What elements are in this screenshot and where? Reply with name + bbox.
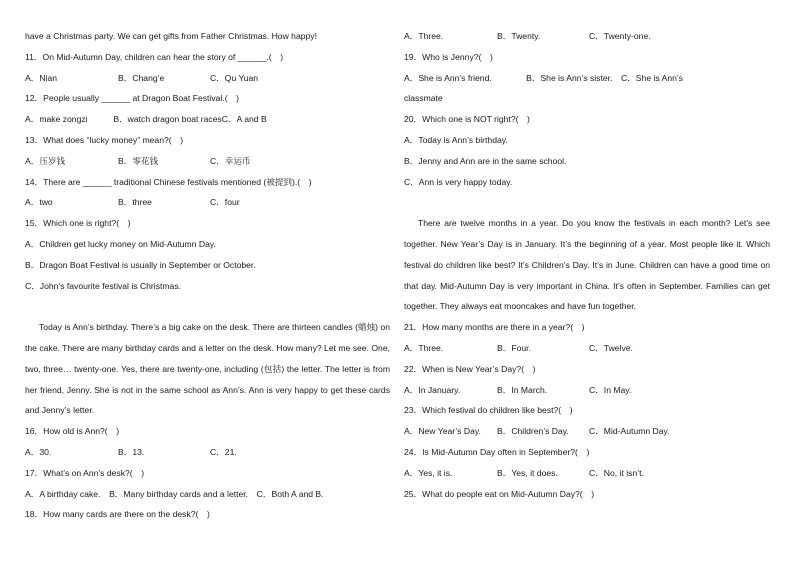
question-12: 12．People usually ______ at Dragon Boat Festival.( ) (25, 93, 240, 104)
option-a[interactable]: A．In January. (404, 384, 461, 395)
option-a[interactable]: A．Three. (404, 342, 444, 353)
question-25: 25．What do people eat on Mid-Autumn Day?( ) (404, 488, 595, 499)
left-column (25, 26, 390, 525)
spacer (404, 192, 770, 213)
options-16 (25, 442, 390, 463)
option-a[interactable]: A．压岁钱 (25, 155, 66, 166)
option-a[interactable]: A．New Year’s Day. (404, 426, 481, 437)
option-c[interactable]: C．John’s favourite festival is Christmas. (25, 280, 182, 291)
question-16: 16．How old is Ann?( ) (25, 426, 120, 437)
option-b[interactable]: B．零花钱 (118, 155, 159, 166)
option-a[interactable]: A．30. (25, 446, 52, 457)
options-13 (25, 151, 390, 172)
option-c[interactable]: C．Mid-Autumn Day. (589, 426, 670, 437)
option-c[interactable]: C．Twelve. (589, 342, 633, 353)
question-19: 19．Who is Jenny?( ) (404, 51, 493, 62)
option-a[interactable]: A．two (25, 197, 53, 208)
option-b[interactable]: B．Dragon Boat Festival is usually in September or October. (25, 259, 256, 270)
options-23 (404, 421, 770, 442)
options-12 (25, 109, 390, 130)
option-c[interactable]: C．幸运币 (210, 155, 251, 166)
question-13: 13．What does “lucky money” mean?( ) (25, 134, 184, 145)
question-14: 14．There are ______ traditional Chinese festivals mentioned (被提到).( ) (25, 176, 312, 187)
option-c[interactable]: C．Twenty-one. (589, 31, 651, 41)
question-24: 24．Is Mid-Autumn Day often in September?( ) (404, 446, 590, 457)
question-11: 11．On Mid-Autumn Day, children can hear the story of ______.( ) (25, 51, 284, 62)
option-a[interactable]: A．Nian (25, 72, 58, 83)
passage-continuation: have a Christmas party. We can get gifts from Father Christmas. How happy! (25, 31, 317, 41)
question-18: 18．How many cards are there on the desk?( ) (25, 509, 210, 520)
options-17[interactable]: A．A birthday cake. B．Many birthday cards and a letter. C．Both A and B. (25, 488, 324, 499)
option-b[interactable]: B．Twenty. (497, 31, 541, 41)
question-15: 15．Which one is right?( ) (25, 218, 131, 229)
options-14 (25, 192, 390, 213)
options-24 (404, 463, 770, 484)
spacer (25, 296, 390, 317)
question-17: 17．What’s on Ann’s desk?( ) (25, 467, 145, 478)
option-a[interactable]: A．Three. (404, 31, 444, 41)
options-21 (404, 338, 770, 359)
option-c[interactable]: C．Qu Yuan (210, 72, 259, 83)
options-19-line1[interactable]: A．She is Ann’s friend. B．She is Ann’s sister. C．She is Ann’s (404, 72, 683, 83)
options-19-line2[interactable]: classmate (404, 93, 443, 104)
options-18 (404, 26, 770, 47)
option-c[interactable]: C．No, it isn’t. (589, 467, 644, 478)
reading-passage-festivals: There are twelve months in a year. Do you know the festivals in each month? Let’s see together. New Year’s Day is in January. It’s the beginning of a year. Most people like it. Which festival do children like best? It’s Children’s Day. It’s in June. Children can have a good time on that day. Mid-Autumn Day is very important in China. It’s often in September. Families can get together. They always eat mooncakes and have fun together. (404, 218, 770, 312)
option-a-b[interactable]: A．make zongzi B．watch dragon boat races (25, 114, 222, 125)
option-b[interactable]: B．three (118, 197, 152, 208)
question-23: 23．Which festival do children like best?( ) (404, 405, 573, 416)
options-22 (404, 380, 770, 401)
option-c[interactable]: C．A and B (221, 114, 267, 125)
option-c[interactable]: C．Ann is very happy today. (404, 176, 513, 187)
option-a[interactable]: A．Yes, it is. (404, 467, 453, 478)
option-a[interactable]: A．Today is Ann’s birthday. (404, 134, 508, 145)
option-b[interactable]: B．13. (118, 446, 145, 457)
option-b[interactable]: B．In March. (497, 384, 548, 395)
option-a[interactable]: A．Children get lucky money on Mid-Autumn Day. (25, 238, 216, 249)
option-c[interactable]: C．four (210, 197, 240, 208)
option-b[interactable]: B．Chang’e (118, 72, 165, 83)
question-20: 20．Which one is NOT right?( ) (404, 114, 530, 125)
reading-passage-ann: Today is Ann’s birthday. There’s a big cake on the desk. There are thirteen candles (蜡烛) on the cake. There are many birthday cards and a letter on the desk. How many? Let me see. One, two, three… twenty-one. Yes, there are twenty-one, including (包括) the letter. The letter is from her friend, Jenny. She is not in the same school as Ann’s. Ann is very happy to get these cards and Jenny’s letter. (25, 322, 390, 416)
option-b[interactable]: B．Jenny and Ann are in the same school. (404, 155, 567, 166)
options-11 (25, 68, 390, 89)
question-21: 21．How many months are there in a year?( ) (404, 322, 585, 333)
option-b[interactable]: B．Yes, it does. (497, 467, 558, 478)
question-22: 22．When is New Year’s Day?( ) (404, 363, 536, 374)
option-c[interactable]: C．In May. (589, 384, 632, 395)
option-c[interactable]: C．21. (210, 446, 237, 457)
right-column (404, 26, 770, 504)
option-b[interactable]: B．Four. (497, 342, 531, 353)
option-b[interactable]: B．Children’s Day. (497, 426, 569, 437)
